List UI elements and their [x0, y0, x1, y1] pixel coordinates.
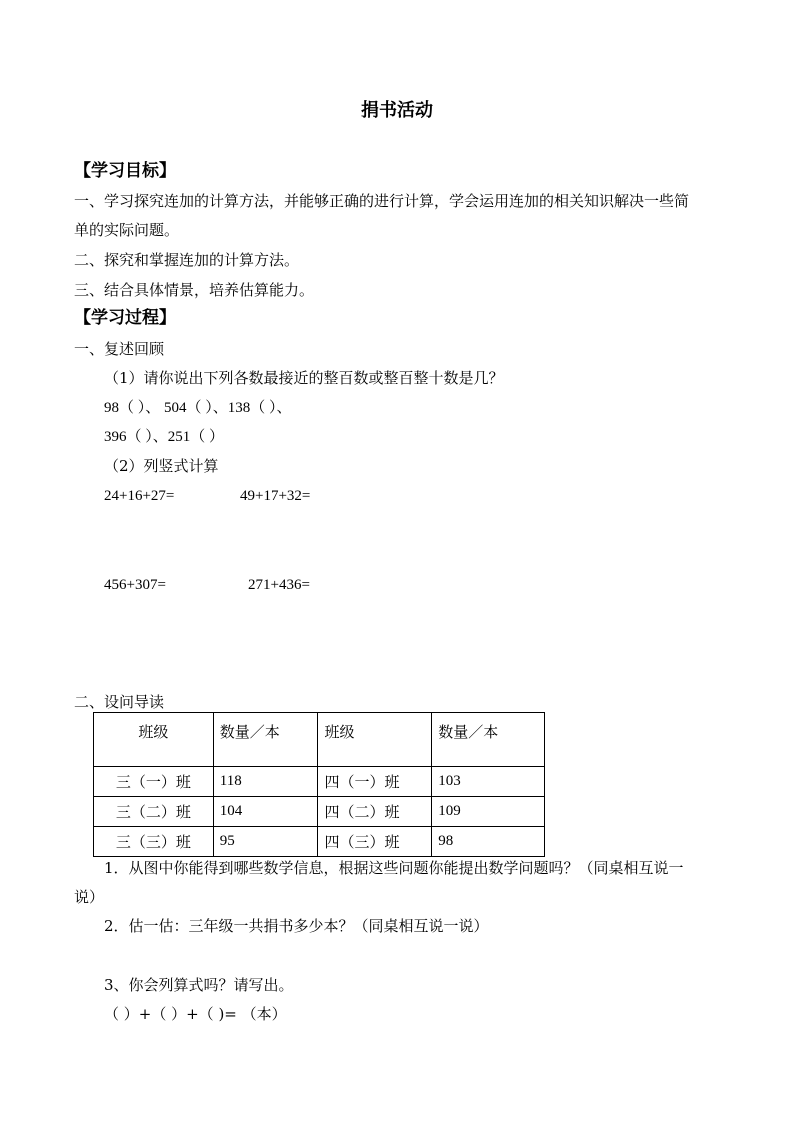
table-cell: 98 — [432, 827, 545, 857]
table-cell: 109 — [432, 797, 545, 827]
table-row — [94, 827, 545, 857]
goal-item-1-line-1: 一、学习探究连加的计算方法，并能够正确的进行计算，学会运用连加的相关知识解决一些简 — [74, 192, 690, 210]
table-cell: 103 — [432, 767, 545, 797]
table-header-cell: 数量／本 — [432, 713, 545, 767]
calc-exercise-2: 49+17+32= — [240, 488, 311, 504]
calc-exercise-4: 271+436= — [248, 577, 310, 593]
calc-exercise-3: 456+307= — [104, 577, 166, 593]
process-heading: 【学习过程】 — [74, 308, 176, 328]
table-cell: 四（一）班 — [318, 767, 432, 797]
goal-item-1-line-2: 单的实际问题。 — [74, 221, 180, 239]
table-header-row — [94, 713, 545, 767]
calc-exercise-1: 24+16+27= — [104, 488, 175, 504]
table-cell: 三（三）班 — [94, 827, 214, 857]
table-header-cell: 班级 — [94, 713, 214, 767]
table-cell: 118 — [213, 767, 318, 797]
section-1-title: 一、复述回顾 — [74, 340, 165, 358]
table-cell: 三（二）班 — [94, 797, 214, 827]
goals-heading: 【学习目标】 — [74, 161, 176, 181]
section-1-question-2: （2）列竖式计算 — [104, 457, 219, 475]
section-2-question-1-line-2: 说） — [74, 888, 105, 906]
section-2-question-1-line-1: 1．从图中你能得到哪些数学信息，根据这些问题你能提出数学问题吗？（同桌相互说一 — [104, 859, 684, 877]
table-header-cell: 班级 — [318, 713, 432, 767]
section-2-question-2: 2．估一估：三年级一共捐书多少本？（同桌相互说一说） — [104, 917, 489, 935]
rounding-exercise-line-2: 396（ ）、251（ ） — [104, 429, 225, 445]
table-header-cell: 数量／本 — [213, 713, 318, 767]
book-donation-table — [93, 712, 545, 857]
page-title: 捐书活动 — [361, 100, 433, 121]
table-cell: 104 — [213, 797, 318, 827]
section-2-title: 二、设问导读 — [74, 693, 165, 711]
table-cell: 四（三）班 — [318, 827, 432, 857]
addition-formula-blank: （ ）+（ ）+（ )= （本） — [104, 1005, 287, 1023]
table-row — [94, 767, 545, 797]
goal-item-3: 三、结合具体情景，培养估算能力。 — [74, 281, 315, 299]
goal-item-2: 二、探究和掌握连加的计算方法。 — [74, 251, 300, 269]
rounding-exercise-line-1: 98（ ）、 504（ ）、138（ ）、 — [104, 400, 292, 416]
table-cell: 三（一）班 — [94, 767, 214, 797]
section-2-question-3: 3、你会列算式吗？请写出。 — [104, 976, 294, 994]
table-cell: 95 — [213, 827, 318, 857]
section-1-question-1: （1）请你说出下列各数最接近的整百数或整百整十数是几？ — [104, 369, 504, 387]
table-cell: 四（二）班 — [318, 797, 432, 827]
table-row — [94, 797, 545, 827]
